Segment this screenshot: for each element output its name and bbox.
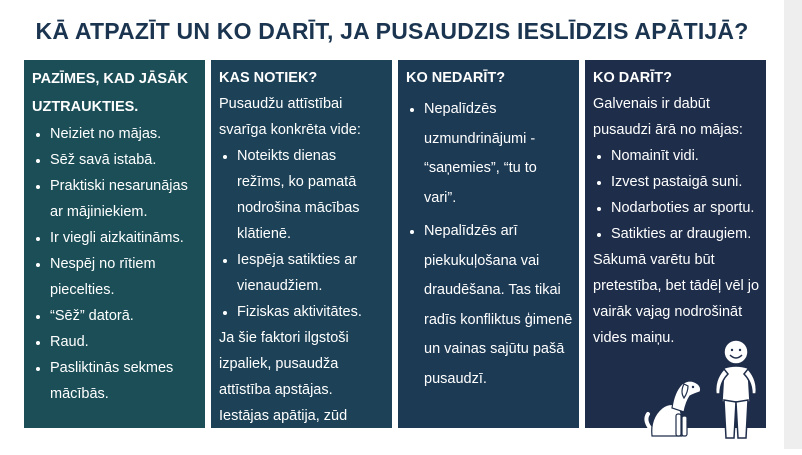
right-edge-strip <box>784 0 802 449</box>
panel-signs <box>24 60 205 428</box>
panel-what-not-to-do <box>398 60 579 428</box>
person-icon <box>716 340 757 438</box>
dog-and-person-illustration <box>640 336 764 440</box>
list-item: • Nomainīt vidi. <box>611 143 760 169</box>
list-item: • Raud. <box>50 329 199 355</box>
list-item: • “Sēž” datorā. <box>50 303 199 329</box>
factors-list <box>219 143 386 325</box>
dont-list <box>406 95 573 394</box>
list-item: • Nepalīdzēs uzmundrinājumi - “saņemies”, “tu to vari”. <box>424 95 573 213</box>
list-item: • Neiziet no mājas. <box>50 121 199 147</box>
panel-outro: Sākumā varētu būt pretestība, bet tādēļ vēl jo vairāk vajag nodrošināt vides maiņu. <box>593 252 760 346</box>
dog-icon <box>646 381 700 436</box>
list-item: • Noteikts dienas režīms, ko pamatā nodrošina mācības klātienē. <box>237 143 386 247</box>
list-item: • Ir viegli aizkaitināms. <box>50 225 199 251</box>
panel-intro: Pusaudžu attīstībai svarīga konkrēta vide: <box>219 96 361 138</box>
panel-heading: KAS NOTIEK? <box>219 70 318 86</box>
panel-heading: KO DARĪT? <box>593 70 672 86</box>
list-item: • Praktiski nesarunājas ar mājiniekiem. <box>50 173 199 225</box>
list-item: • Satikties ar draugiem. <box>611 221 760 247</box>
list-item: • Sēž savā istabā. <box>50 147 199 173</box>
list-item: • Pasliktinās sekmes mācībās. <box>50 355 199 407</box>
list-item: • Nespēj no rītiem piecelties. <box>50 251 199 303</box>
list-item: • Iespēja satikties ar vienaudžiem. <box>237 247 386 299</box>
panel-heading: PAZĪMES, KAD JĀSĀK UZTRAUKTIES. <box>32 71 189 115</box>
list-item: • Fiziskas aktivitātes. <box>237 299 386 325</box>
panel-heading: KO NEDARĪT? <box>406 70 506 86</box>
panel-outro: Ja šie faktori ilgstoši izpaliek, pusaudža attīstība apstājas. Iestājas apātija, zūd motivācija. <box>219 330 349 450</box>
panel-what-happens <box>211 60 392 450</box>
do-list <box>593 143 760 247</box>
panel-intro: Galvenais ir dabūt pusaudzi ārā no mājas: <box>593 96 743 138</box>
signs-list <box>32 121 199 407</box>
page-title: KĀ ATPAZĪT UN KO DARĪT, JA PUSAUDZIS IESLĪDZIS APĀTIJĀ? <box>35 18 749 44</box>
list-item: • Izvest pastaigā suni. <box>611 169 760 195</box>
list-item: • Nodarboties ar sportu. <box>611 195 760 221</box>
list-item: • Nepalīdzēs arī piekukuļošana vai draudēšana. Tas tikai radīs konfliktus ģimenē un vainas sajūtu pašā pusaudzī. <box>424 217 573 394</box>
